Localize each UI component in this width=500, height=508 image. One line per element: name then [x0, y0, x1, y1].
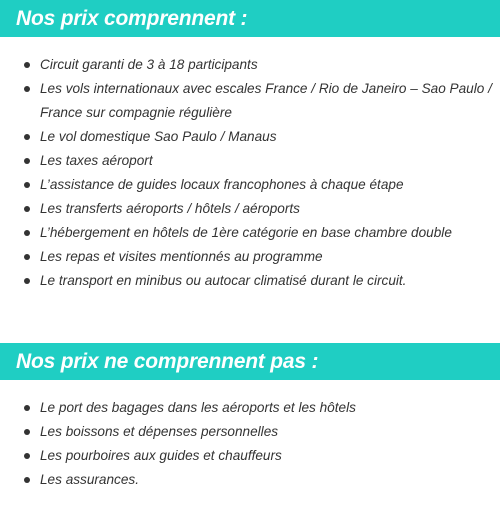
bullet-icon — [24, 134, 30, 140]
list-item-text: Les taxes aéroport — [40, 153, 153, 168]
list-item — [0, 149, 500, 173]
excluded-list — [0, 396, 500, 492]
list-item — [0, 197, 500, 221]
list-item-text: Les pourboires aux guides et chauffeurs — [40, 448, 282, 463]
bullet-icon — [24, 86, 30, 92]
bullet-icon — [24, 254, 30, 260]
list-item-text: Les vols internationaux avec escales France / Rio de Janeiro – Sao Paulo / France sur compagnie régulière — [40, 81, 492, 120]
included-list — [0, 53, 500, 293]
list-item — [0, 221, 500, 245]
list-item — [0, 420, 500, 444]
bullet-icon — [24, 182, 30, 188]
bullet-icon — [24, 453, 30, 459]
list-item — [0, 77, 500, 125]
list-item — [0, 245, 500, 269]
bullet-icon — [24, 230, 30, 236]
list-item-text: Les transferts aéroports / hôtels / aéroports — [40, 201, 300, 216]
excluded-banner — [0, 343, 500, 380]
list-item-text: Le vol domestique Sao Paulo / Manaus — [40, 129, 277, 144]
list-item-text: Le transport en minibus ou autocar climatisé durant le circuit. — [40, 273, 407, 288]
bullet-icon — [24, 429, 30, 435]
list-item — [0, 444, 500, 468]
excluded-title: Nos prix ne comprennent pas : — [16, 349, 319, 373]
list-item — [0, 396, 500, 420]
included-title: Nos prix comprennent : — [16, 6, 248, 30]
list-item — [0, 125, 500, 149]
bullet-icon — [24, 62, 30, 68]
list-item-text: L’assistance de guides locaux francophones à chaque étape — [40, 177, 404, 192]
list-item-text: Les boissons et dépenses personnelles — [40, 424, 279, 439]
list-item-text: Circuit garanti de 3 à 18 participants — [40, 57, 258, 72]
bullet-icon — [24, 477, 30, 483]
list-item-text: Les repas et visites mentionnés au programme — [40, 249, 323, 264]
bullet-icon — [24, 278, 30, 284]
list-item — [0, 269, 500, 293]
bullet-icon — [24, 206, 30, 212]
bullet-icon — [24, 405, 30, 411]
list-item — [0, 53, 500, 77]
list-item — [0, 468, 500, 492]
included-banner — [0, 0, 500, 37]
bullet-icon — [24, 158, 30, 164]
list-item-text: Les assurances. — [40, 472, 139, 487]
excluded-section — [0, 343, 500, 492]
list-item-text: L’hébergement en hôtels de 1ère catégorie en base chambre double — [40, 225, 452, 240]
list-item-text: Le port des bagages dans les aéroports et les hôtels — [40, 400, 356, 415]
list-item — [0, 173, 500, 197]
